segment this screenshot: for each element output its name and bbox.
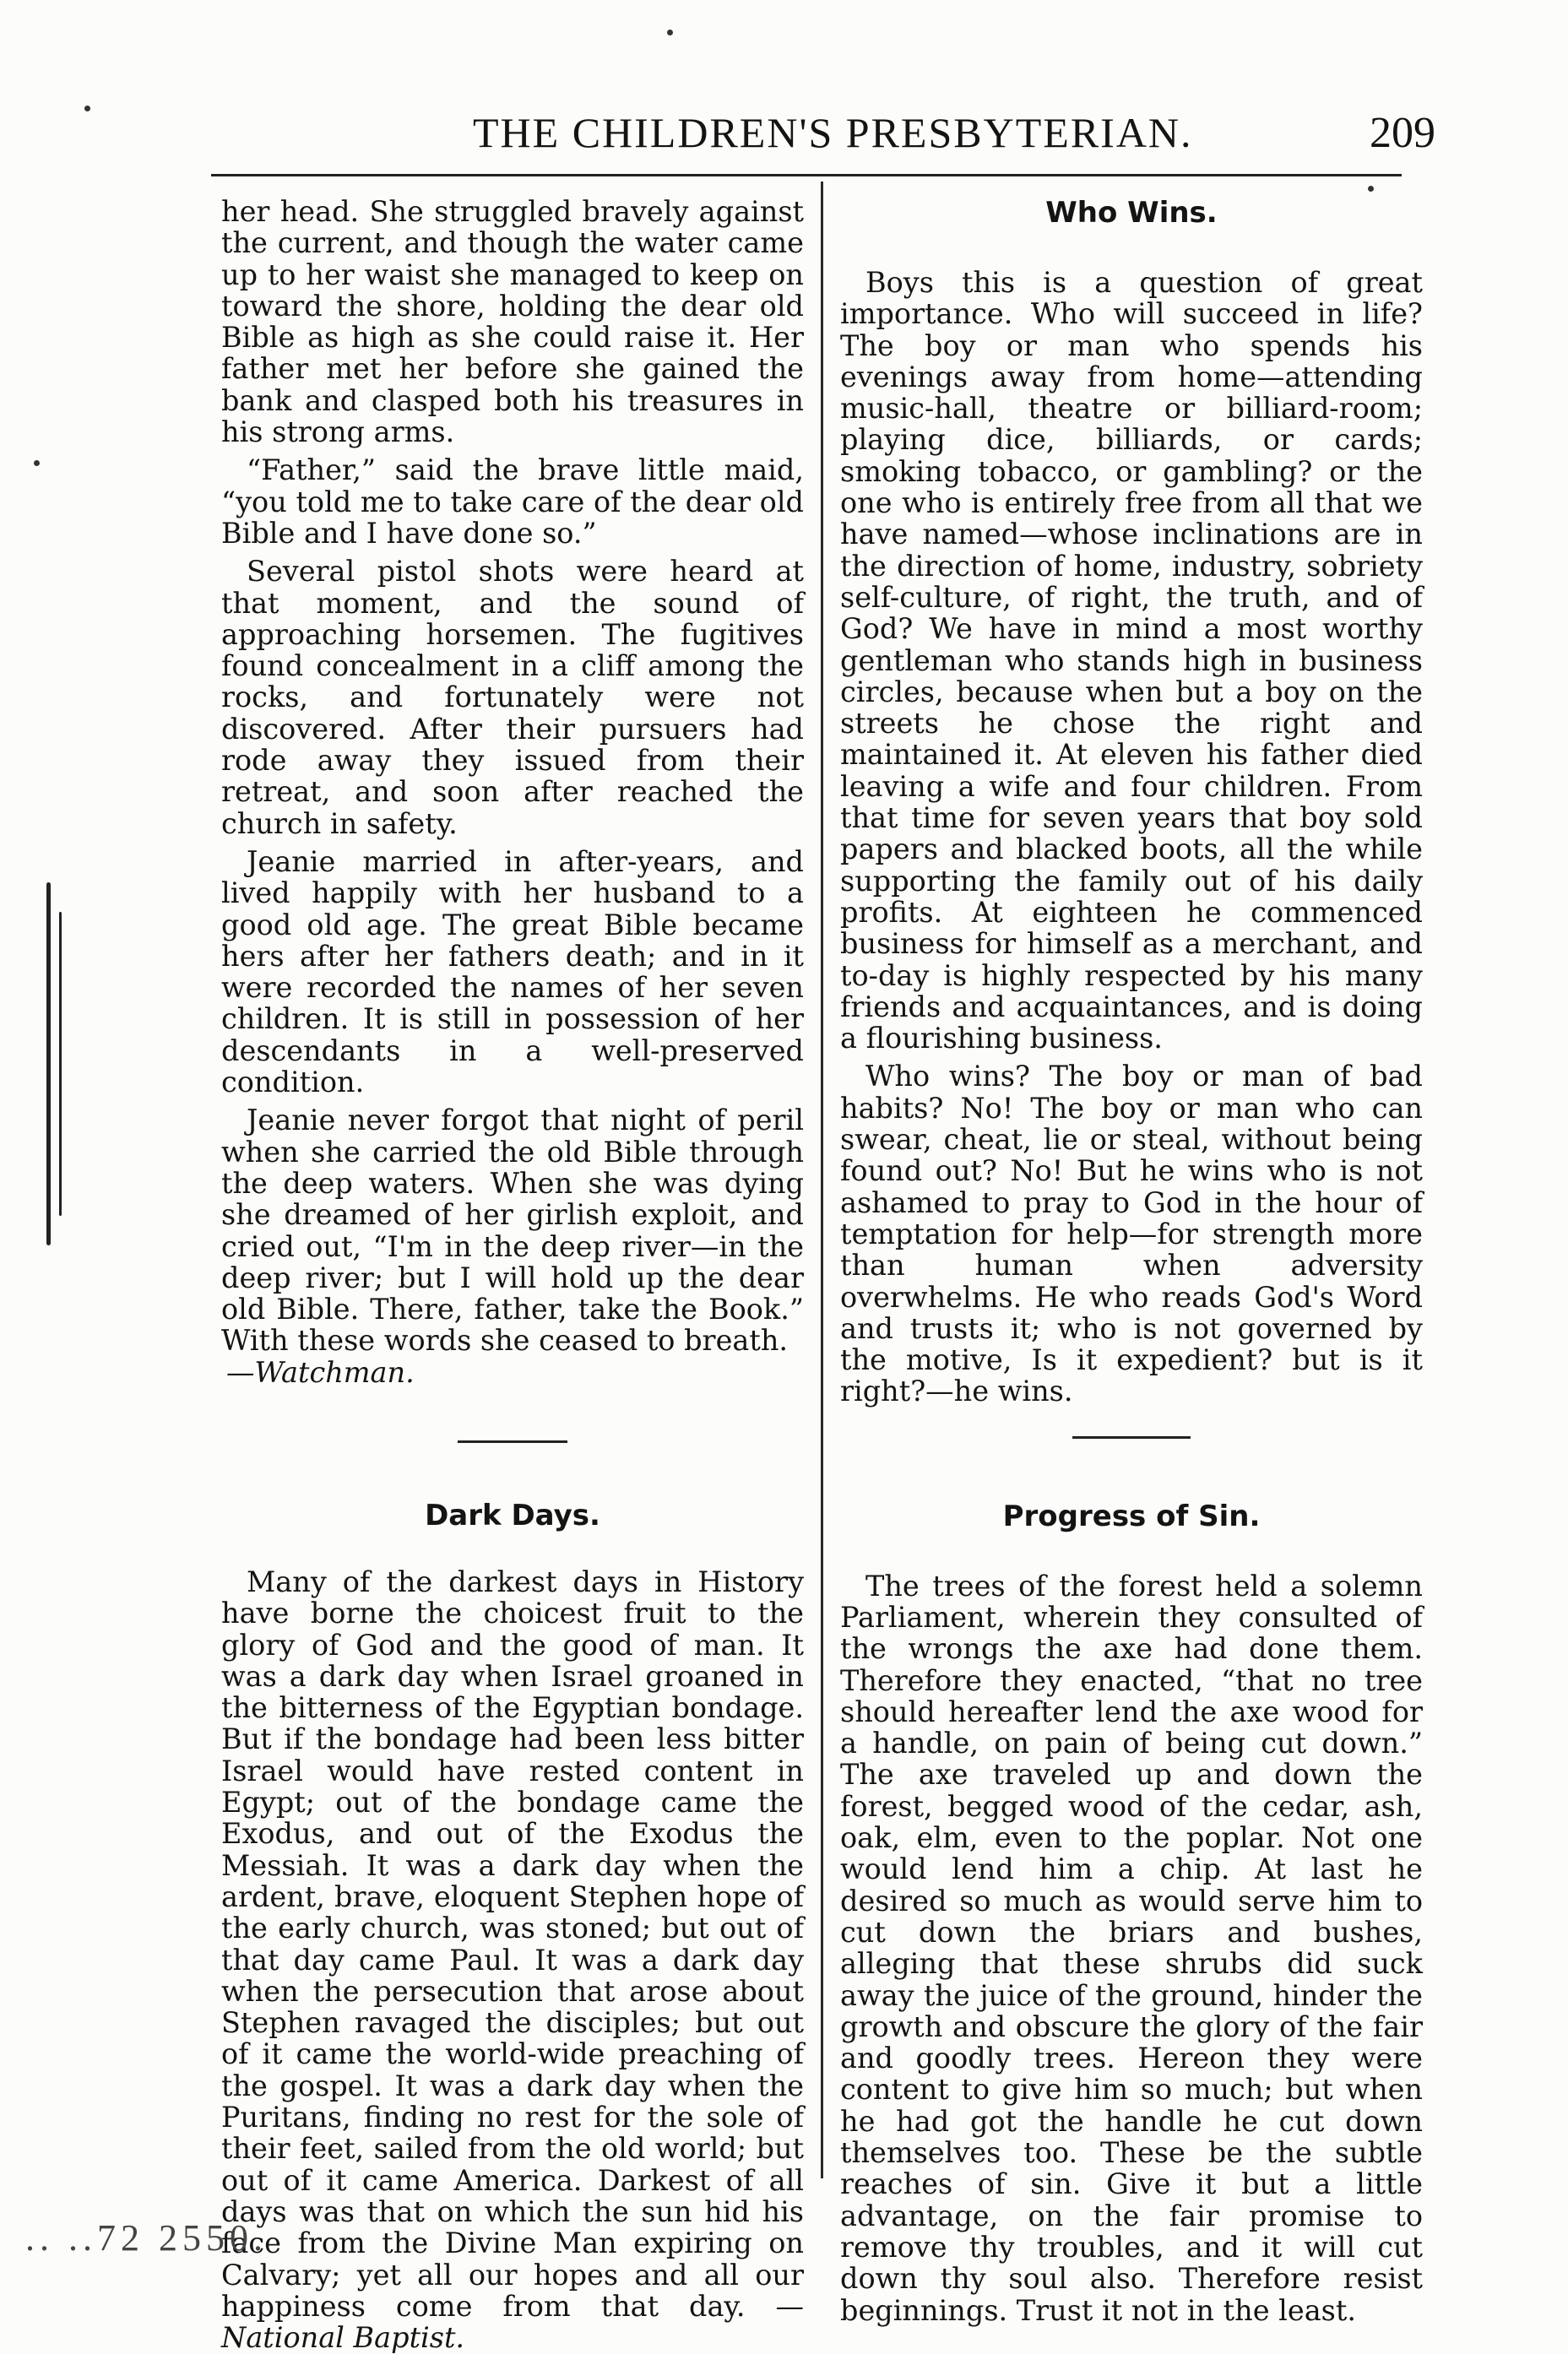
story-paragraph: her head. She struggled bravely against the current, and though the water came up to her waist she managed to keep on toward the shore, holding the dear old Bible as high as she could raise it. Her father met her before she gained the bank and clasped both his treasures in his strong arms. (221, 195, 804, 449)
story-paragraph: Jeanie never forgot that night of peril when she carried the old Bible through the deep waters. When she was dying she dreamed of her girlish exploit, and cried out, “I'm in the deep river—in the deep river; but I will hold up the dear old Bible. There, father, take the Book.” With these words she ceased to breath. (221, 1104, 804, 1358)
journal-title: THE CHILDREN'S PRESBYTERIAN. (473, 109, 1193, 156)
section-separator (1072, 1436, 1191, 1439)
dark-days-title: Dark Days. (425, 1498, 600, 1532)
dark-days-source: —National Baptist. (221, 2289, 804, 2354)
story-paragraph: Several pistol shots were heard at that moment, and the sound of approaching horsemen. The fugitives found concealment in a cliff among the rocks, and fortunately were not discovered. After their pursuers had rode away they issued from their retreat, and soon after reached the church in safety. (221, 555, 804, 840)
scan-speck (667, 30, 673, 35)
section-separator (458, 1440, 567, 1443)
progress-of-sin-body: The trees of the forest held a solemn Parliament, wherein they consulted of the wrongs the axe had done them. Therefore they enacted, “that no tree should hereafter lend the axe wood for a handle, on pain of being cut down.” The axe traveled up and down the forest, begged wood of the cedar, ash, oak, elm, even to the poplar. Not one would lend him a chip. At last he desired so much as would serve him to cut down the briars and bushes, alleging that these shrubs did suck away the juice of the ground, hinder the growth and obscure the glory of the fair and goodly trees. Hereon they were content to give him so much; but when he had got the handle he cut down themselves too. These be the subtle reaches of sin. Give it but a little advantage, on the fair promise to remove thy troubles, and it will cut down thy soul also. Therefore resist beginnings. Trust it not in the least. (840, 1569, 1423, 2327)
scan-speck (84, 106, 90, 111)
left-column (221, 196, 804, 2353)
who-wins-paragraph: Boys this is a question of great importance. Who will succeed in life? The boy or man who spends his evenings away from home—attending music-hall, theatre or billiard-room; playing dice, billiards, or cards; smoking tobacco, or gambling? or the one who is entirely free from all that we have named—whose inclinations are in the direction of home, industry, sobriety self-culture, of right, the truth, and of God? We have in mind a most worthy gentleman who stands high in business circles, because when but a boy on the streets he chose the right and maintained it. At eleven his father died leaving a wife and four children. From that time for seven years that boy sold papers and blacked boots, all the while supporting the family out of his daily profits. At eighteen he commenced business for himself as a merchant, and to-day is highly respected by his many friends and acquaintances, and is doing a flourishing business. (840, 266, 1423, 1055)
scan-speck (34, 460, 40, 466)
dark-days-body (221, 1566, 804, 2353)
margin-scan-mark (46, 882, 51, 1245)
who-wins-title: Who Wins. (1045, 196, 1218, 230)
scan-speck (1368, 186, 1374, 192)
story-source: —Watchman. (226, 1355, 415, 1389)
column-divider (821, 182, 823, 2178)
who-wins-paragraph: Who wins? The boy or man of bad habits? No! The boy or man who can swear, cheat, lie or steal, without being found out? No! But he wins who is not ashamed to pray to God in the hour of temptation for help—for strength more than human when adversity overwhelms. He who reads God's Word and trusts it; who is not governed by the motive, Is it expedient? but is it right?—he wins. (840, 1060, 1423, 1408)
page-number: 209 (1370, 109, 1435, 157)
story-paragraph: Jeanie married in after-years, and lived happily with her husband to a good old age. The great Bible became hers after her fathers death; and in it were recorded the names of her seven children. It is still in possession of her descendants in a well-preserved condition. (221, 844, 804, 1099)
header-rule (211, 174, 1402, 176)
running-header (211, 93, 1435, 169)
story-paragraph: “Father,” said the brave little maid, “you told me to take care of the dear old Bible and I have done so.” (221, 453, 804, 550)
progress-of-sin-title: Progress of Sin. (1002, 1499, 1261, 1533)
right-column (840, 196, 1423, 2326)
margin-scan-mark (59, 912, 62, 1216)
footer-scan-stamp: .. ..72 2550. (25, 2217, 268, 2259)
dark-days-text: Many of the darkest days in History have borne the choicest fruit to the glory of God and the good of man. It was a dark day when Israel groaned in the bitterness of the Egyptian bondage. But if the bondage had been less bitter Israel would have rested content in Egypt; out of the bondage came the Exodus, and out of the Exodus the Messiah. It was a dark day when the ardent, brave, eloquent Stephen hope of the early church, was stoned; but out of that day came Paul. It was a dark day when the persecution that arose about Stephen ravaged the disciples; but out of it came the world-wide preaching of the gospel. It was a dark day when the Puritans, finding no rest for the sole of their feet, sailed from the old world; but out of it came America. Darkest of all days was that on which the sun hid his face from the Divine Man expiring on Calvary; yet all our hopes and all our happiness come from that day. (221, 1565, 804, 2323)
